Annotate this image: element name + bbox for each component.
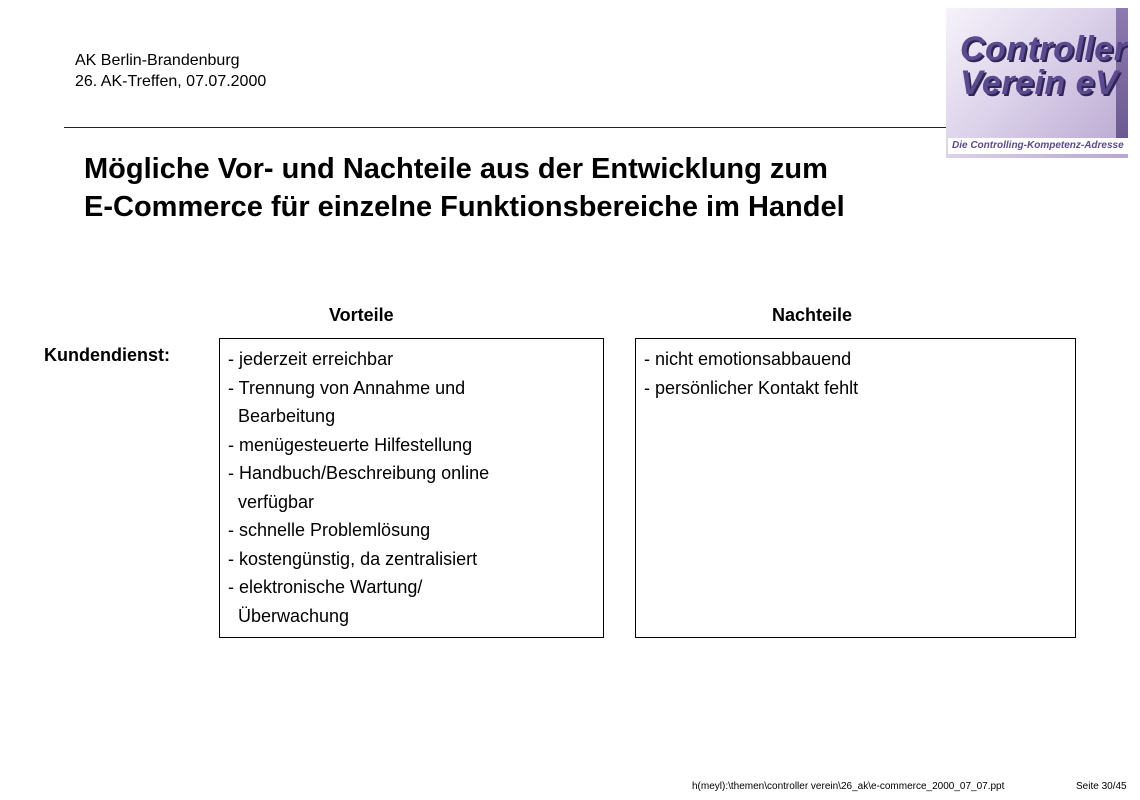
- list-item: - persönlicher Kontakt fehlt: [644, 377, 859, 398]
- logo-text-line2: Verein eV: [960, 64, 1119, 102]
- nachteile-list: [644, 345, 1067, 402]
- footer-page-number: Seite 30/45: [1076, 781, 1127, 792]
- footer-file-path: h(meyl):\themen\controller verein\26_ak\e-commerce_2000_07_07.ppt: [692, 781, 1005, 792]
- list-item: verfügbar: [228, 491, 315, 512]
- header-divider: [64, 127, 954, 128]
- slide-title: [84, 150, 1094, 226]
- list-item: - nicht emotionsabbauend: [644, 349, 852, 369]
- logo-text-line1: Controller: [960, 30, 1128, 68]
- list-item: Überwachung: [228, 605, 350, 626]
- slide-header: [75, 50, 266, 92]
- list-item: - elektronische Wartung/: [228, 577, 423, 597]
- list-item: - Trennung von Annahme und: [228, 377, 466, 398]
- controller-verein-logo: [946, 8, 1128, 158]
- list-item: - menügesteuerte Hilfestellung: [228, 434, 473, 455]
- header-meeting-date: 26. AK-Treffen, 07.07.2000: [75, 73, 267, 90]
- column-header-vorteile: Vorteile: [329, 305, 394, 325]
- title-line2: E-Commerce für einzelne Funktionsbereiche im Handel: [84, 191, 845, 223]
- title-line1: Mögliche Vor- und Nachteile aus der Entwicklung zum: [84, 153, 828, 185]
- list-item: - kostengünstig, da zentralisiert: [228, 548, 478, 569]
- column-header-nachteile: Nachteile: [772, 305, 853, 325]
- header-group-name: AK Berlin-Brandenburg: [75, 52, 240, 69]
- list-item: - jederzeit erreichbar: [228, 349, 394, 369]
- list-item: - Handbuch/Beschreibung online: [228, 463, 490, 483]
- vorteile-list: [228, 345, 595, 630]
- logo-tagline: Die Controlling-Kompetenz-Adresse: [948, 138, 1128, 154]
- vorteile-box: [219, 338, 604, 638]
- row-label-kundendienst: Kundendienst:: [44, 345, 170, 365]
- list-item: Bearbeitung: [228, 406, 336, 426]
- list-item: - schnelle Problemlösung: [228, 520, 431, 540]
- nachteile-box: [635, 338, 1076, 638]
